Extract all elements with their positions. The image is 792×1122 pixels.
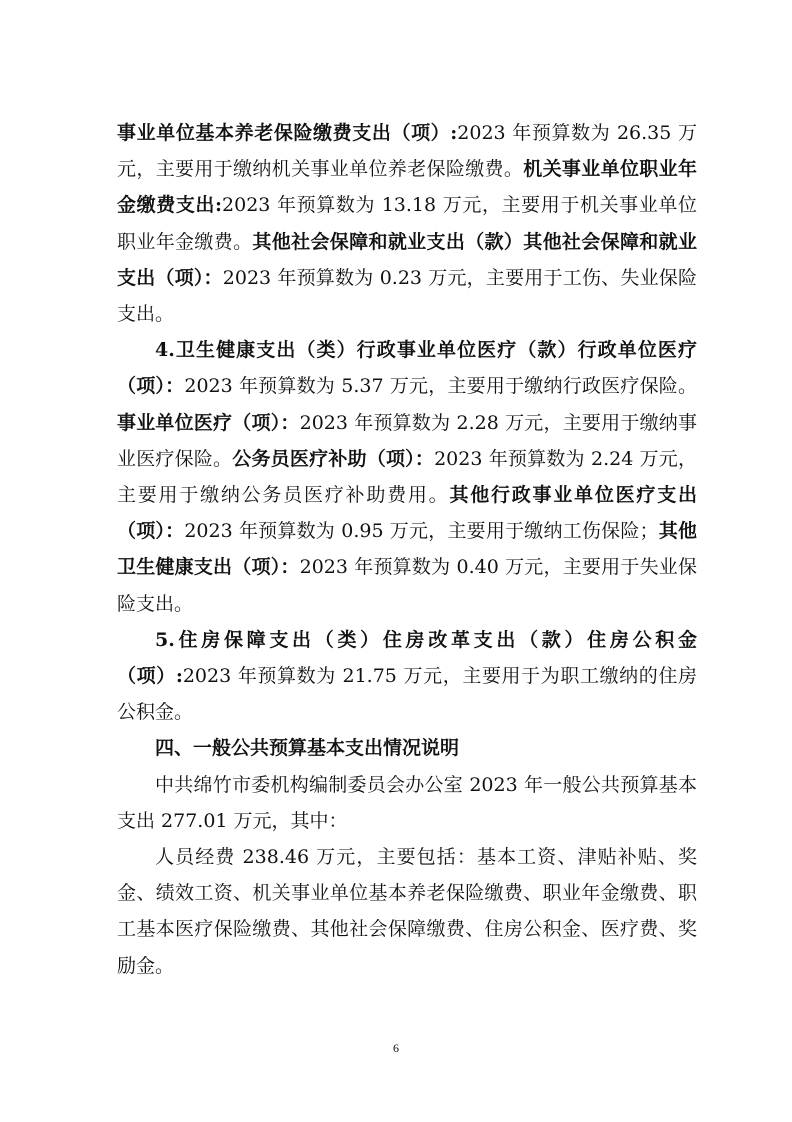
- item-text: 2023 年预算数为 0.40 万元，主要用于失业保险支出。: [117, 556, 697, 615]
- item-heading: 4.卫生健康支出（类）行政事业单位医疗（款）行政单位医疗（项）：: [117, 339, 697, 398]
- paragraph-housing: [117, 622, 697, 731]
- item-text: 中共绵竹市委机构编制委员会办公室 2023 年一般公共预算基本支出 277.01 万元，其中：: [117, 773, 697, 832]
- item-text: 2023 年预算数为 13.18 万元，主要用于机关事业单位职业年金缴费。: [117, 194, 698, 253]
- item-heading: 机关事业单位职业年金缴费支出:: [117, 158, 697, 217]
- item-heading: 其他卫生健康支出（项）：: [117, 520, 697, 579]
- item-text: 2023 年预算数为 0.95 万元，主要用于缴纳工伤保险；: [184, 520, 659, 543]
- item-text: 2023 年预算数为 2.28 万元，主要用于缴纳事业医疗保险。: [117, 411, 697, 470]
- item-text: 2023 年预算数为 21.75 万元，主要用于为职工缴纳的住房公积金。: [117, 665, 697, 724]
- item-heading: 公务员医疗补助（项）：: [232, 447, 435, 470]
- paragraph-personnel-expenses: [117, 839, 697, 984]
- item-heading: 其他行政事业单位医疗支出（项）：: [117, 484, 697, 543]
- item-text: 人员经费 238.46 万元，主要包括：基本工资、津贴补贴、奖金、绩效工资、机关事业单位基本养老保险缴费、职业年金缴费、职工基本医疗保险缴费、其他社会保障缴费、住房公积金、医疗费、奖励金。: [117, 846, 697, 977]
- item-text: 2023 年预算数为 0.23 万元，主要用于工伤、失业保险支出。: [117, 266, 697, 326]
- paragraph-social-security: [117, 115, 697, 332]
- item-heading: 5.住房保障支出（类）住房改革支出（款）住房公积金（项）:: [117, 628, 697, 688]
- paragraph-basic-expenditure: [117, 767, 697, 839]
- item-text: 2023 年预算数为 5.37 万元，主要用于缴纳行政医疗保险。: [184, 375, 697, 398]
- item-text: 2023 年预算数为 2.24 万元，主要用于缴纳公务员医疗补助费用。: [117, 447, 697, 507]
- item-heading: 事业单位基本养老保险缴费支出（项）:: [117, 122, 458, 144]
- item-heading: 事业单位医疗（项）：: [117, 411, 300, 434]
- item-text: 2023 年预算数为 26.35 万元，主要用于缴纳机关事业单位养老保险缴费。: [117, 122, 697, 181]
- paragraph-health: [117, 332, 697, 622]
- section-heading: [117, 730, 697, 766]
- item-heading: 其他社会保障和就业支出（款）其他社会保障和就业支出（项）：: [117, 230, 697, 289]
- document-body: [117, 115, 697, 984]
- page-number: 6: [393, 1041, 399, 1055]
- section-title: 四、一般公共预算基本支出情况说明: [155, 737, 460, 760]
